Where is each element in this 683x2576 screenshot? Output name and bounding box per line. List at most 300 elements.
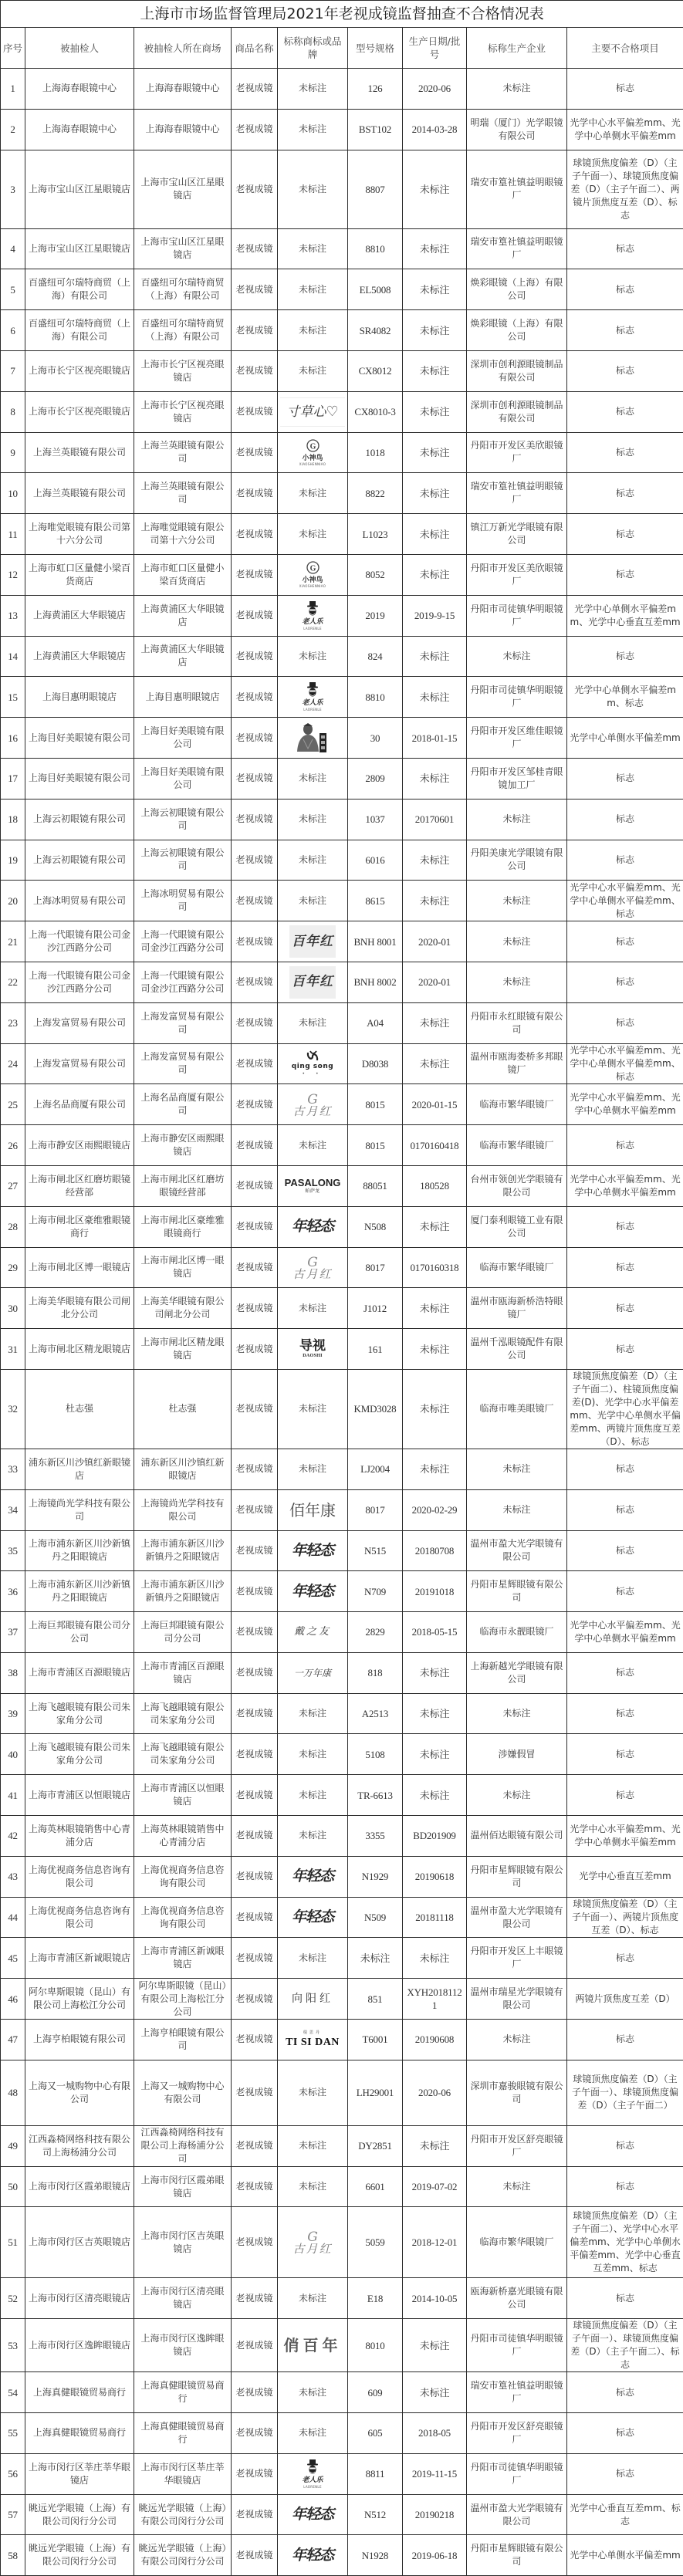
cell-seq-text: 11 <box>8 529 17 540</box>
table-row <box>1 1856 683 1897</box>
cell-model-text: 851 <box>368 1993 383 2005</box>
logo-subtext: XIAOSHENNIAO <box>299 585 326 588</box>
cell-manufacturer-text: 深圳市创利源眼镜制品有限公司 <box>470 359 563 383</box>
cell-mall <box>134 1247 232 1288</box>
table-row <box>1 1571 683 1612</box>
brand-text: 未标注 <box>299 813 326 824</box>
cell-date-text: 0170160318 <box>410 1262 458 1273</box>
cell-inspectee-text: 上海市虹口区量健小梁百货商店 <box>29 563 130 587</box>
cell-manufacturer <box>467 1369 567 1449</box>
cell-defects <box>567 2166 683 2207</box>
cell-manufacturer <box>467 310 567 351</box>
laorenle-icon <box>306 601 319 617</box>
cell-model-text: 8017 <box>365 1504 384 1516</box>
cell-product-text: 老视成镜 <box>235 365 272 376</box>
cell-product <box>232 1043 278 1084</box>
table-row <box>1 1530 683 1571</box>
pasalong-logo <box>280 1178 345 1194</box>
cell-mall <box>134 2278 232 2319</box>
cell-model <box>348 2453 403 2494</box>
cell-manufacturer-text: 丹阳市司徒镇华明眼镜厂 <box>470 685 563 708</box>
cell-model-text: N1929 <box>362 1871 388 1882</box>
cell-inspectee <box>25 2453 134 2494</box>
cell-inspectee <box>25 554 134 595</box>
cell-mall-text: 上海目好美眼镜有限公司 <box>140 725 224 749</box>
logo-subtitle: 缇思丹 <box>303 2031 322 2035</box>
cell-date-text: XYH20181121 <box>407 1986 462 2011</box>
cell-defects-text: 光学中心垂直互差mm、标志 <box>570 2503 680 2527</box>
cell-product-text: 老视成镜 <box>235 1626 272 1637</box>
brand-text: 未标注 <box>299 488 326 499</box>
cell-product-text: 老视成镜 <box>235 1749 272 1760</box>
cell-model <box>348 150 403 228</box>
logo-text: 戴之友 <box>294 1627 331 1637</box>
cell-model <box>348 1612 403 1653</box>
logo-text: 小神鸟 <box>302 455 323 461</box>
cell-model <box>348 432 403 473</box>
cell-product <box>232 881 278 921</box>
table-row <box>1 1165 683 1206</box>
cell-date <box>403 228 467 269</box>
cell-manufacturer <box>467 473 567 514</box>
cell-date <box>403 1652 467 1693</box>
brand-text: 未标注 <box>299 895 326 906</box>
cell-defects-text: 标志 <box>616 325 634 336</box>
cell-mall <box>134 1125 232 1166</box>
cell-model <box>348 2207 403 2278</box>
cell-manufacturer <box>467 758 567 799</box>
cell-defects-text: 光学中心单侧水平偏差mm <box>570 732 680 743</box>
cell-product <box>232 1979 278 2020</box>
cell-defects-text: 球镜顶焦度偏差（D）（主子午面二）、柱镜顶焦度偏差(D)、光学中心水平偏差mm、光学中心单侧水平偏差mm、两镜片顶焦度互差（D）、标志 <box>570 1371 680 1447</box>
cell-model-text: 2019 <box>365 610 384 621</box>
cell-defects <box>567 1002 683 1043</box>
cell-seq <box>1 1652 25 1693</box>
cell-model-text: T6001 <box>363 2033 388 2045</box>
cell-date-text: 未标注 <box>420 1667 449 1678</box>
cell-seq <box>1 758 25 799</box>
cell-product-text: 老视成镜 <box>235 184 272 194</box>
cell-inspectee-text: 上海亨柏眼镜有限公司 <box>33 2033 126 2044</box>
cell-date <box>403 636 467 677</box>
cell-date <box>403 432 467 473</box>
logo-text: 古月红 <box>292 1106 332 1117</box>
cell-inspectee-text: 上海市闸北区豪维雅眼镜商行 <box>29 1215 130 1239</box>
cell-manufacturer <box>467 1329 567 1370</box>
cell-model-text: 5059 <box>365 2236 384 2248</box>
cell-product <box>232 1897 278 1938</box>
cell-defects-text: 标志 <box>616 1708 634 1719</box>
cell-defects-text: 标志 <box>616 2387 634 2398</box>
cell-defects-text: 球镜顶焦度偏差（D）（主子午面二）、光学中心水平偏差mm、光学中心单侧水平偏差mm、光学中心垂直互差mm、标志 <box>570 2210 680 2273</box>
cell-manufacturer-text: 丹阳市司徒镇华明眼镜厂 <box>470 603 563 627</box>
cell-manufacturer-text: 温州市瓯海新桥浩特眼镜厂 <box>470 1296 563 1320</box>
cell-brand <box>278 2413 348 2454</box>
table-row <box>1 1693 683 1734</box>
cell-model-text: 1037 <box>365 813 384 825</box>
cell-seq-text: 15 <box>8 691 18 703</box>
cell-date <box>403 840 467 881</box>
cell-mall <box>134 962 232 1002</box>
cell-model-text: 8010 <box>365 2340 384 2351</box>
cell-product-text: 老视成镜 <box>235 936 272 947</box>
cell-model <box>348 1652 403 1693</box>
cell-model-text: 6016 <box>365 854 384 866</box>
cell-inspectee <box>25 962 134 1002</box>
cell-defects <box>567 2372 683 2413</box>
cell-manufacturer-text: 丹阳市星辉眼镜有限公司 <box>470 2543 563 2567</box>
cell-defects-text: 标志 <box>616 447 634 458</box>
cell-seq <box>1 921 25 962</box>
cell-manufacturer <box>467 2413 567 2454</box>
cell-model-text: 2829 <box>365 1626 384 1638</box>
cell-manufacturer-text: 台州市领创光学眼镜有限公司 <box>470 1174 563 1198</box>
cell-seq-text: 16 <box>8 732 18 744</box>
cell-manufacturer-text: 未标注 <box>502 936 530 947</box>
cell-inspectee <box>25 1489 134 1530</box>
table-row <box>1 595 683 636</box>
cell-seq-text: 19 <box>8 854 18 866</box>
cell-defects <box>567 1938 683 1979</box>
cell-model-text: N512 <box>364 2509 386 2520</box>
cell-manufacturer <box>467 109 567 150</box>
cell-product-text: 老视成镜 <box>235 1667 272 1678</box>
cell-mall <box>134 1612 232 1653</box>
cell-seq-text: 37 <box>8 1626 18 1638</box>
cell-seq-text: 40 <box>8 1749 18 1760</box>
logo-text: 年轻态 <box>292 1869 333 1884</box>
cell-inspectee-text: 上海英林眼镜销售中心青浦分店 <box>29 1824 130 1847</box>
cell-seq <box>1 2207 25 2278</box>
cell-product-text: 老视成镜 <box>235 2140 272 2151</box>
cell-manufacturer-text: 未标注 <box>502 976 530 987</box>
cell-inspectee-text: 上海真健眼镜贸易商行 <box>33 2387 126 2398</box>
cell-mall <box>134 2207 232 2278</box>
cell-model <box>348 2319 403 2372</box>
cell-seq-text: 42 <box>8 1830 18 1841</box>
cell-manufacturer <box>467 1449 567 1489</box>
cell-inspectee-text: 上海市长宁区视亮眼镜店 <box>29 406 130 417</box>
cell-inspectee-text: 上海市闵行区逸眸眼镜店 <box>29 2340 130 2351</box>
cell-inspectee-text: 眺远光学眼镜（上海）有限公司闵行分公司 <box>29 2503 130 2527</box>
cell-defects-text: 光学中心单侧水平偏差mm、标志 <box>574 685 676 708</box>
cell-defects <box>567 1084 683 1125</box>
cell-seq-text: 3 <box>10 184 15 195</box>
cell-seq-text: 53 <box>8 2340 18 2351</box>
cell-defects-text: 标志 <box>616 1952 634 1963</box>
cell-mall <box>134 269 232 310</box>
cell-mall-text: 上海云初眼镜有限公司 <box>140 847 224 871</box>
xiaoshenniao-logo <box>280 439 345 466</box>
cell-manufacturer <box>467 1612 567 1653</box>
cell-mall <box>134 310 232 351</box>
cell-model-text: BST102 <box>359 123 391 135</box>
cell-defects-text: 标志 <box>616 406 634 417</box>
cell-date <box>403 269 467 310</box>
guyuehong-logo <box>280 2229 345 2255</box>
cell-seq <box>1 1938 25 1979</box>
cell-model <box>348 636 403 677</box>
cell-manufacturer <box>467 350 567 391</box>
table-row <box>1 1816 683 1857</box>
table-row <box>1 1652 683 1693</box>
nianqingtai-logo <box>280 2507 345 2522</box>
cell-product-text: 老视成镜 <box>235 1463 272 1474</box>
cell-manufacturer <box>467 432 567 473</box>
daizhiyou-logo <box>280 1627 345 1637</box>
page-title: 上海市市场监督管理局2021年老视成镜监督抽查不合格情况表 <box>1 1 683 28</box>
cell-manufacturer-text: 温州市瓯海娄桥多邦眼镜厂 <box>470 1051 563 1075</box>
cell-mall-text: 上海市闵行区莘庄莘华眼镜店 <box>140 2462 224 2486</box>
cell-seq <box>1 962 25 1002</box>
cell-seq <box>1 2453 25 2494</box>
cell-manufacturer-text: 未标注 <box>502 1504 530 1515</box>
cell-inspectee <box>25 636 134 677</box>
cell-seq-text: 9 <box>10 447 15 458</box>
cell-date <box>403 1775 467 1816</box>
cell-inspectee-text: 上海市闵行区清亮眼镜店 <box>29 2293 130 2304</box>
cell-model <box>348 2166 403 2207</box>
cell-product <box>232 1369 278 1449</box>
cell-model-text: 8811 <box>366 2468 385 2480</box>
cell-date-text: 180528 <box>420 1180 449 1192</box>
cell-inspectee <box>25 758 134 799</box>
table-row <box>1 1288 683 1329</box>
table-row <box>1 1329 683 1370</box>
cell-mall-text: 上海市青浦区百源眼镜店 <box>140 1661 224 1685</box>
cell-model <box>348 350 403 391</box>
cell-product <box>232 1084 278 1125</box>
cell-defects-text: 光学中心单侧水平偏差mm <box>570 2550 680 2561</box>
cell-inspectee <box>25 1002 134 1043</box>
column-header-seq: 序号 <box>1 28 25 69</box>
cell-date <box>403 677 467 718</box>
cell-seq-text: 38 <box>8 1667 18 1678</box>
cell-mall <box>134 391 232 432</box>
cell-manufacturer <box>467 2060 567 2125</box>
cell-inspectee <box>25 799 134 840</box>
cell-mall-text: 上海冰明贸易有限公司 <box>140 888 224 912</box>
cell-model <box>348 1816 403 1857</box>
table-row <box>1 1979 683 2020</box>
cell-date-text: 2020-06 <box>418 83 451 94</box>
cell-seq <box>1 840 25 881</box>
cell-seq-text: 23 <box>8 1017 18 1029</box>
cell-product <box>232 636 278 677</box>
cell-model-text: 1018 <box>365 447 384 458</box>
brand-text: 未标注 <box>299 651 326 661</box>
cell-defects-text: 光学中心水平偏差mm、光学中心单侧水平偏差mm、标志 <box>570 882 680 919</box>
cell-date-text: 未标注 <box>420 284 449 296</box>
cell-manufacturer <box>467 1043 567 1084</box>
cell-date <box>403 921 467 962</box>
guyuehong-logo <box>280 1092 345 1117</box>
cell-manufacturer <box>467 2125 567 2166</box>
cell-mall <box>134 554 232 595</box>
cell-defects <box>567 1329 683 1370</box>
cell-product <box>232 228 278 269</box>
cell-date <box>403 2125 467 2166</box>
cell-manufacturer <box>467 1125 567 1166</box>
cell-date <box>403 350 467 391</box>
cell-manufacturer-text: 未标注 <box>502 1790 530 1800</box>
cell-inspectee <box>25 1084 134 1125</box>
cell-defects <box>567 799 683 840</box>
cell-mall <box>134 799 232 840</box>
cell-model <box>348 310 403 351</box>
cell-manufacturer-text: 丹阳市司徒镇华明眼镜厂 <box>470 2462 563 2486</box>
cell-date <box>403 514 467 555</box>
cell-defects-text: 标志 <box>616 1303 634 1313</box>
table-row <box>1 269 683 310</box>
cell-mall-text: 上海兰英眼镜有限公司 <box>140 481 224 505</box>
cell-date-text: 未标注 <box>420 772 449 784</box>
cell-date <box>403 2372 467 2413</box>
logo-text: 小神鸟 <box>302 576 323 583</box>
cell-product-text: 老视成镜 <box>235 976 272 987</box>
cell-product <box>232 1002 278 1043</box>
cell-brand <box>278 799 348 840</box>
cell-date <box>403 2535 467 2576</box>
cell-inspectee-text: 上海镜尚光学科技有限公司 <box>29 1498 130 1522</box>
cell-inspectee <box>25 1288 134 1329</box>
table-row <box>1 881 683 921</box>
cell-date-text: 20190218 <box>415 2509 454 2520</box>
cell-model-text: 88051 <box>363 1180 387 1192</box>
cell-product <box>232 1856 278 1897</box>
table-row <box>1 2125 683 2166</box>
table-row <box>1 1734 683 1775</box>
table-row <box>1 2372 683 2413</box>
cell-model-text: 未标注 <box>360 1952 390 1964</box>
cell-brand <box>278 2166 348 2207</box>
cell-seq <box>1 1856 25 1897</box>
cell-inspectee-text: 阿尔卑斯眼镜（昆山）有限公司上海松江分公司 <box>29 1986 130 2010</box>
cell-product-text: 老视成镜 <box>235 1344 272 1354</box>
cell-model-text: 2809 <box>365 772 384 784</box>
cell-brand <box>278 150 348 228</box>
cell-product-text: 老视成镜 <box>235 1140 272 1151</box>
cell-product-text: 老视成镜 <box>235 1545 272 1556</box>
cell-model <box>348 1571 403 1612</box>
cell-inspectee-text: 上海市闵行区莘庄莘华眼镜店 <box>29 2462 130 2486</box>
cell-mall-text: 上海市长宁区视亮眼镜店 <box>140 400 224 424</box>
cell-mall-text: 上海市闸北区精龙眼镜店 <box>140 1337 224 1361</box>
cell-manufacturer-text: 镇江万新光学眼镜有限公司 <box>470 522 563 546</box>
cell-brand <box>278 69 348 110</box>
cell-manufacturer <box>467 677 567 718</box>
cell-seq <box>1 554 25 595</box>
cell-product <box>232 2319 278 2372</box>
cell-mall <box>134 1734 232 1775</box>
cell-product <box>232 921 278 962</box>
cell-defects-text: 球镜顶焦度偏差（D）（主子午面一）、球镜顶焦度偏差（D）（主子午面二）、标志 <box>570 2320 679 2370</box>
cell-date <box>403 1084 467 1125</box>
table-row <box>1 1775 683 1816</box>
cell-brand <box>278 2494 348 2535</box>
cell-manufacturer-text: 丹阳美康光学眼镜有限公司 <box>470 847 563 871</box>
cell-inspectee-text: 上海目好美眼镜有限公司 <box>29 732 130 743</box>
cell-date <box>403 1530 467 1571</box>
cell-brand <box>278 1571 348 1612</box>
cell-defects <box>567 2207 683 2278</box>
cell-date <box>403 1206 467 1247</box>
cell-product-text: 老视成镜 <box>235 488 272 499</box>
cell-seq-text: 43 <box>8 1871 18 1882</box>
cell-manufacturer <box>467 1816 567 1857</box>
cell-product <box>232 1571 278 1612</box>
cell-product-text: 老视成镜 <box>235 1790 272 1800</box>
cell-seq-text: 41 <box>8 1790 18 1801</box>
cell-model-text: 605 <box>368 2427 383 2439</box>
cell-inspectee-text: 上海一代眼镜有限公司金沙江西路分公司 <box>29 970 130 994</box>
cell-inspectee <box>25 2535 134 2576</box>
cell-seq-text: 45 <box>8 1952 18 1964</box>
cell-product <box>232 2535 278 2576</box>
table-row <box>1 69 683 110</box>
cell-defects <box>567 1530 683 1571</box>
cell-date <box>403 109 467 150</box>
cell-defects-text: 标志 <box>616 772 634 783</box>
cell-date-text: BD201909 <box>413 1830 455 1841</box>
cell-product-text: 老视成镜 <box>235 83 272 93</box>
cell-seq-text: 50 <box>8 2181 18 2192</box>
cell-inspectee <box>25 69 134 110</box>
cell-mall <box>134 677 232 718</box>
cell-product-text: 老视成镜 <box>235 2550 272 2561</box>
cell-mall <box>134 2453 232 2494</box>
cell-mall <box>134 69 232 110</box>
cell-inspectee-text: 上海市闵行区吉英眼镜店 <box>29 2236 130 2247</box>
cell-date <box>403 1856 467 1897</box>
cell-mall-text: 上海飞越眼镜有限公司朱家角分公司 <box>140 1742 224 1766</box>
logo-text: 老人乐 <box>302 2477 323 2484</box>
cell-date <box>403 2453 467 2494</box>
cell-defects-text: 光学中心单侧水平偏差mm、光学中心垂直互差mm <box>570 603 681 627</box>
brand-text: 未标注 <box>299 184 326 194</box>
cell-inspectee <box>25 1571 134 1612</box>
cell-model-text: EL5008 <box>360 284 391 296</box>
cell-inspectee-text: 上海冰明贸易有限公司 <box>33 895 126 906</box>
cell-date <box>403 2413 467 2454</box>
cell-brand <box>278 1530 348 1571</box>
cell-manufacturer <box>467 1571 567 1612</box>
logo-text: 百年红 <box>292 935 333 948</box>
cell-inspectee-text: 上海海春眼镜中心 <box>42 83 117 93</box>
brand-text: 未标注 <box>299 243 326 254</box>
nianqingtai-logo <box>280 1543 345 1558</box>
cell-date-text: 20180708 <box>415 1545 454 1557</box>
cell-mall-text: 上海一代眼镜有限公司金沙江西路分公司 <box>140 970 224 994</box>
cell-inspectee <box>25 1856 134 1897</box>
cell-defects-text: 标志 <box>616 2427 634 2438</box>
cell-inspectee <box>25 2372 134 2413</box>
cell-model <box>348 1043 403 1084</box>
cell-defects-text: 标志 <box>616 651 634 661</box>
cell-model <box>348 2413 403 2454</box>
cell-inspectee <box>25 2207 134 2278</box>
cell-manufacturer <box>467 2278 567 2319</box>
table-row <box>1 758 683 799</box>
cell-defects <box>567 962 683 1002</box>
cell-inspectee-text: 江西淼椅网络科技有限公司上海杨浦分公司 <box>29 2134 130 2158</box>
cell-date <box>403 310 467 351</box>
cell-manufacturer-text: 丹阳市司徒镇华明眼镜厂 <box>470 2333 563 2357</box>
xiaoshenniao-icon <box>306 561 320 574</box>
cell-manufacturer <box>467 2319 567 2372</box>
logo-subtext: LAORENLE <box>303 708 322 712</box>
cell-model <box>348 2535 403 2576</box>
